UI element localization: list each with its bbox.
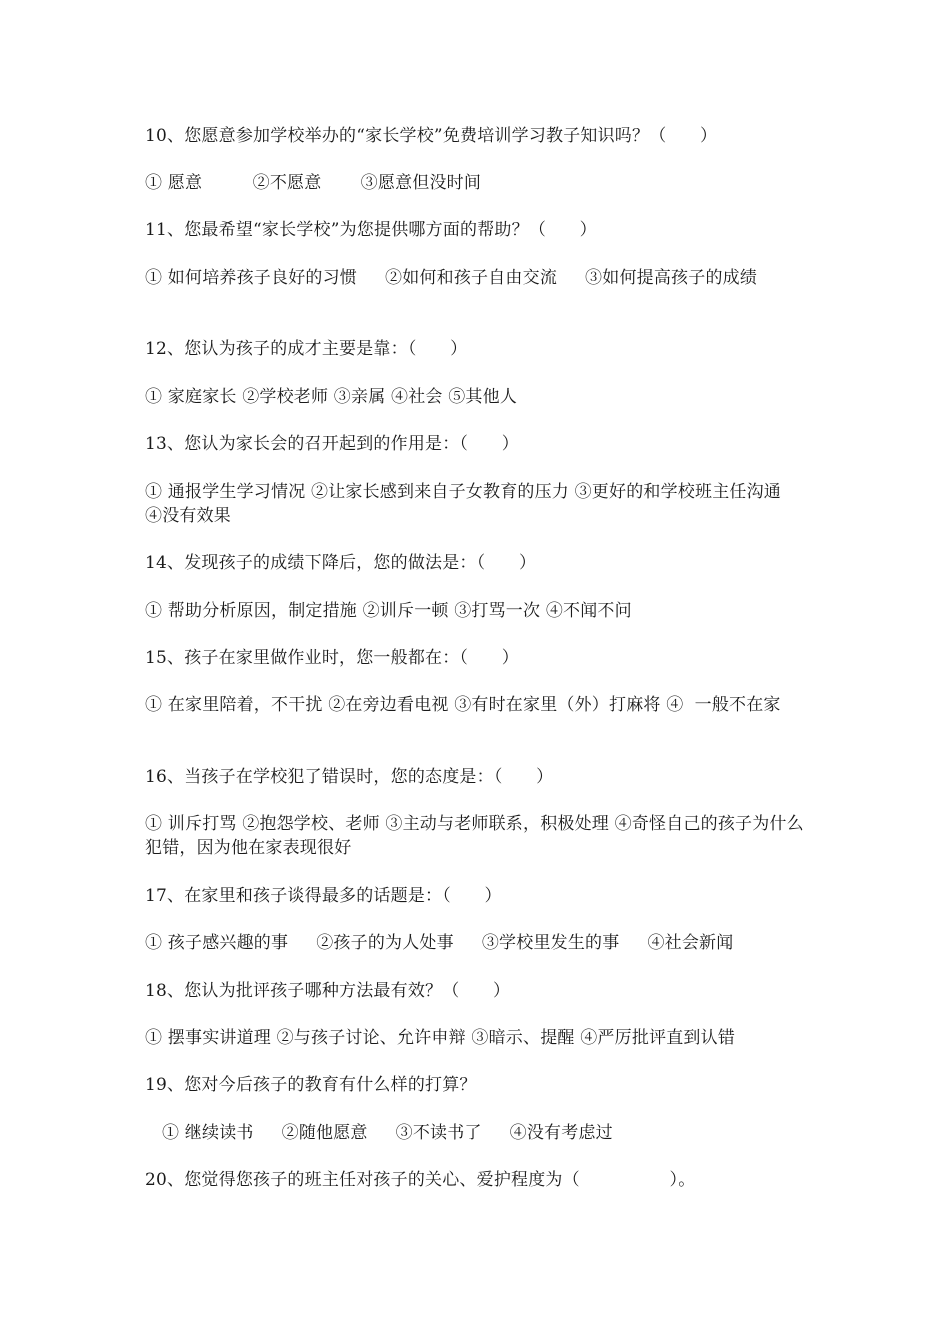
options-11: ① 如何培养孩子良好的习惯 ②如何和孩子自由交流 ③如何提高孩子的成绩 (145, 268, 758, 288)
question-20: 20、您觉得您孩子的班主任对孩子的关心、爱护程度为（ ）。 (145, 1170, 696, 1190)
options-15: ① 在家里陪着，不干扰 ②在旁边看电视 ③有时在家里（外）打麻将 ④ 一般不在家 (145, 695, 781, 715)
options-18: ① 摆事实讲道理 ②与孩子讨论、允许申辩 ③暗示、提醒 ④严厉批评直到认错 (145, 1028, 736, 1048)
question-19: 19、您对今后孩子的教育有什么样的打算？ (145, 1075, 477, 1095)
options-19: ① 继续读书 ②随他愿意 ③不读书了 ④没有考虑过 (162, 1123, 613, 1143)
question-17: 17、在家里和孩子谈得最多的话题是：（ ） (145, 886, 502, 906)
options-17: ① 孩子感兴趣的事 ②孩子的为人处事 ③学校里发生的事 ④社会新闻 (145, 933, 734, 953)
question-15: 15、孩子在家里做作业时，您一般都在：（ ） (145, 648, 519, 668)
options-10: ① 愿意 ②不愿意 ③愿意但没时间 (145, 173, 482, 193)
question-14: 14、发现孩子的成绩下降后，您的做法是：（ ） (145, 553, 537, 573)
question-10: 10、您愿意参加学校举办的“家长学校”免费培训学习教子知识吗？（ ） (145, 126, 718, 146)
question-12: 12、您认为孩子的成才主要是靠：（ ） (145, 339, 468, 359)
question-13: 13、您认为家长会的召开起到的作用是：（ ） (145, 434, 519, 454)
options-14: ① 帮助分析原因，制定措施 ②训斥一顿 ③打骂一次 ④不闻不问 (145, 601, 632, 621)
question-16: 16、当孩子在学校犯了错误时，您的态度是：（ ） (145, 767, 554, 787)
question-11: 11、您最希望“家长学校”为您提供哪方面的帮助？（ ） (145, 220, 597, 240)
options-12: ① 家庭家长 ②学校老师 ③亲属 ④社会 ⑤其他人 (145, 387, 518, 407)
options-16: ① 训斥打骂 ②抱怨学校、老师 ③主动与老师联系，积极处理 ④奇怪自己的孩子为什么犯错，因为他在家表现很好 (145, 814, 804, 858)
options-13: ① 通报学生学习情况 ②让家长感到来自子女教育的压力 ③更好的和学校班主任沟通 ④没有效果 (145, 482, 804, 526)
question-18: 18、您认为批评孩子哪种方法最有效？（ ） (145, 981, 511, 1001)
